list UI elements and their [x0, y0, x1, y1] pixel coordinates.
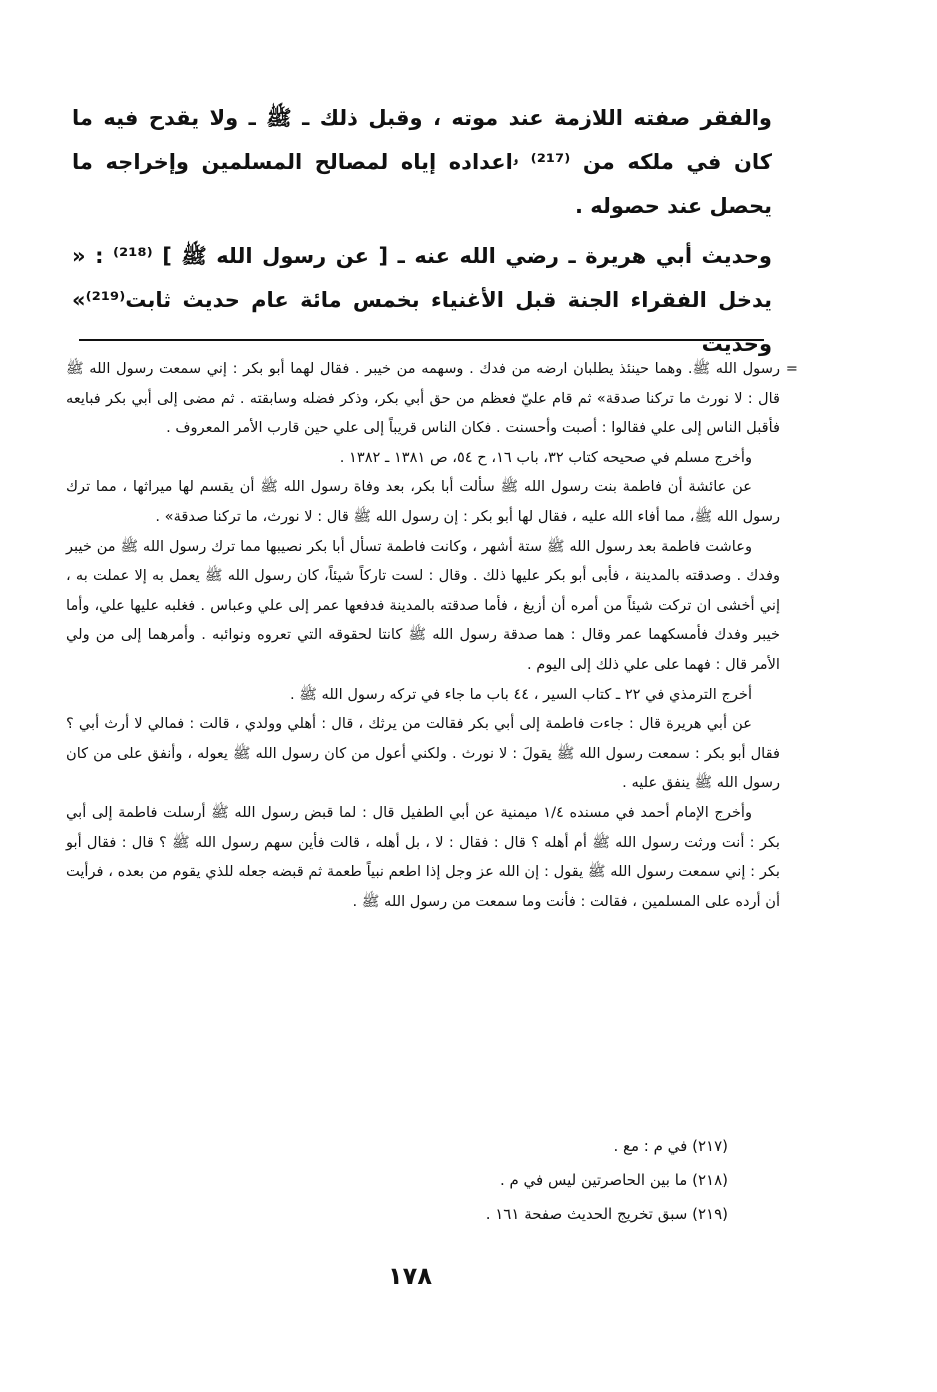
note-paragraph-5: أخرج الترمذي في ٢٢ ـ كتاب السير ، ٤٤ باب ما جاء في تركه رسول الله ﷺ .	[289, 685, 752, 703]
footnotes	[200, 1129, 728, 1231]
main-paragraph-1: والفقر صفته اللازمة عند موته ، وقبل ذلك ـ ﷺ ـ ولا يقدح فيه ما كان في ملكه من ⁽²¹⁷⁾ ۥاعداده إياه لمصالح المسلمين وإخراجه ما يحصل عند حصوله .	[72, 106, 773, 218]
separator-rule	[79, 339, 764, 341]
note-paragraph-1	[66, 354, 798, 443]
notes-section	[66, 354, 798, 916]
note-paragraph-1-text: رسول الله ﷺ. وهما حينئذ يطلبان ارضه من فدك . وسهمه من خيبر . فقال لهما أبو بكر : إني سمعت رسول الله ﷺ قال : لا نورث ما تركنا صدقة» ثم قام عليّ فعظم من حق أبي بكر، وذكر فضله وسابقته . ثم مضى إلى أبي بكر فبايعه فأقبل الناس إلى علي فقالوا : أصبت وأحسنت . فكان الناس قريباً إلى علي حين قارب الأمر المعروف .	[66, 360, 780, 437]
footnote-219: (٢١٩) سبق تخريج الحديث صفحة ١٦١ .	[485, 1205, 728, 1223]
note-paragraph-2: وأخرج مسلم في صحيحه كتاب ٣٢، باب ١٦، ح ٥٤، ص ١٣٨١ ـ ١٣٨٢ .	[339, 448, 752, 466]
footnote-218: (٢١٨) ما بين الحاصرتين ليس في م .	[499, 1171, 728, 1189]
page-number: ١٧٨	[388, 1262, 432, 1290]
continuation-mark: =	[785, 360, 798, 377]
footnote-217: (٢١٧) في م : مع .	[613, 1137, 728, 1155]
note-paragraph-3: عن عائشة أن فاطمة بنت رسول الله ﷺ سألت أبا بكر، بعد وفاة رسول الله ﷺ أن يقسم لها ميراثها ، مما ترك رسول الله ﷺ، مما أفاء الله عليه ، فقال لها أبو بكر : إن رسول الله ﷺ قال : لا نورث، ما تركنا صدقة» .	[66, 478, 780, 525]
main-text	[72, 96, 772, 366]
note-paragraph-6: عن أبي هريرة قال : جاءت فاطمة إلى أبي بكر فقالت من يرثك ، قال : أهلي وولدي ، قالت : فمالي لا أرث أبي ؟ فقال أبو بكر : سمعت رسول الله ﷺ يقولَ : لا نورث . ولكني أعول من كان رسول الله ﷺ يعوله ، وأنفق على من كان رسول الله ﷺ ينفق عليه .	[66, 715, 780, 792]
note-paragraph-4: وعاشت فاطمة بعد رسول الله ﷺ ستة أشهر ، وكانت فاطمة تسأل أبا بكر نصيبها مما ترك رسول الله ﷺ من خيبر وفدك . وصدقته بالمدينة ، فأبى أبو بكر عليها ذلك . وقال : لست تاركاً شيئاً، كان رسول الله ﷺ يعمل به إلا عملت به ، إني أخشى ان تركت شيئاً من أمره أن أزيغ ، فأما صدقته بالمدينة فدفعها عمر إلى علي وعباس . فغلبه عليها علي، وأما خيبر وفدك فأمسكهما عمر وقال : هما صدقة رسول الله ﷺ كانتا لحقوقه التي تعروه ونوائبه . وأمرهما إلى من ولي الأمر قال : فهما على علي ذلك إلى اليوم .	[66, 537, 780, 673]
note-paragraph-7: وأخرج الإمام أحمد في مسنده ١/٤ ميمنية عن أبي الطفيل قال : لما قبض رسول الله ﷺ أرسلت فاطمة إلى أبي بكر : أنت ورثت رسول الله ﷺ أم أهله ؟ قال : فقال : لا ، بل أهله ، قالت فأين سهم رسول الله ﷺ ؟ قال : فقال أبو بكر : إني سمعت رسول الله ﷺ يقول : إن الله عز وجل إذا اطعم نبياً طعمة ثم قبضه جعله للذي يقوم من بعده ، فرأيت أن أرده على المسلمين ، فقالت : فأنت وما سمعت من رسول الله ﷺ .	[66, 803, 780, 910]
main-paragraph-2: وحديث أبي هريرة ـ رضي الله عنه ـ [ عن رسول الله ﷺ ] ⁽²¹⁸⁾ : « يدخل الفقراء الجنة قبل الأغنياء بخمس مائة عام حديث ثابت⁽²¹⁹⁾» وحديث	[72, 244, 772, 356]
